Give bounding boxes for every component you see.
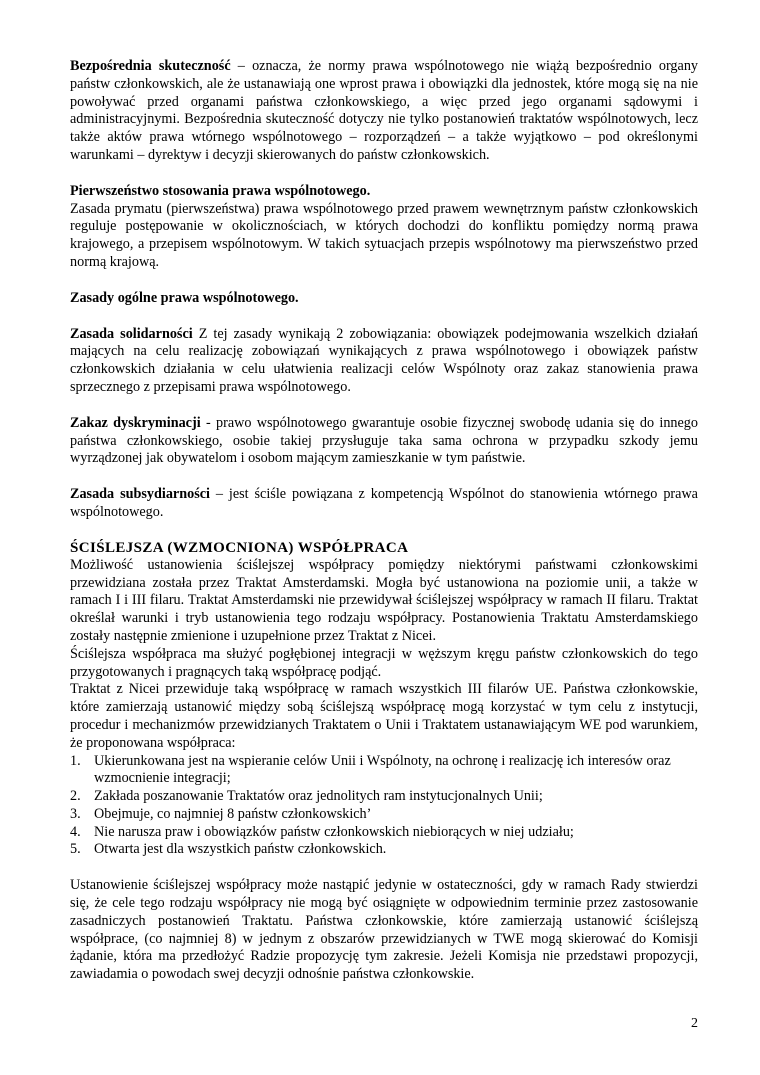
non-discrimination-term: Zakaz dyskryminacji <box>70 414 201 431</box>
page-number: 2 <box>691 1016 698 1031</box>
subsidiarity-text: – jest ściśle powiązana z kompetencją Wspólnot do stanowienia wtórnego prawa wspólnotowego. <box>70 486 698 520</box>
subsidiarity-paragraph <box>70 486 698 522</box>
list-item-text: Nie narusza praw i obowiązków państw członkowskich niebiorących w niej udziału; <box>94 823 574 840</box>
list-item-text: Otwarta jest dla wszystkich państw członkowskich. <box>94 841 387 858</box>
list-item <box>70 824 698 842</box>
conditions-list <box>70 753 698 860</box>
list-item-number: 3. <box>70 805 81 822</box>
solidarity-text: Z tej zasady wynikają 2 zobowiązania: obowiązek podejmowania wszelkich działań mających na celu realizację zobowiązań wynikających z prawa wspólnotowego i obowiązek państw członkowskich działania w celu ułatwienia realizacji celów Wspólnoty oraz zakaz stanowienia prawa sprzecznego z przepisami prawa wspólnotowego. <box>70 325 698 395</box>
non-discrimination-paragraph <box>70 415 698 468</box>
list-item-text: Ukierunkowana jest na wspieranie celów Unii i Wspólnoty, na ochronę i realizację ich interesów oraz wzmocnienie integracji; <box>94 752 671 787</box>
list-item-text: Obejmuje, co najmniej 8 państw członkowskich’ <box>94 805 372 822</box>
list-item <box>70 788 698 806</box>
enhanced-cooperation-heading: ŚCIŚLEJSZA (WZMOCNIONA) WSPÓŁPRACA <box>70 539 409 556</box>
direct-effect-paragraph <box>70 58 698 165</box>
solidarity-term: Zasada solidarności <box>70 325 193 342</box>
enhanced-cooperation-intro-2: Ściślejsza współpraca ma służyć pogłębionej integracji w węższym kręgu państw członkowskich do tego przygotowanych i pragnących taką współpracę podjąć. <box>70 645 698 680</box>
primacy-heading: Pierwszeństwo stosowania prawa wspólnotowego. <box>70 182 371 199</box>
list-item <box>70 806 698 824</box>
list-item <box>70 841 698 859</box>
list-item-number: 2. <box>70 788 81 805</box>
enhanced-cooperation-intro-1: Możliwość ustanowienia ściślejszej współpracy pomiędzy niektórymi państwami członkowskimi przewidziana została przez Traktat Amsterdamski. Mogła być ustanowiona na poziomie unii, a także w ramach I i III filaru. Traktat Amsterdamski nie przewidywał ściślejszej współpracy w ramach II filaru. Traktat określał warunki i tryb ustanowienia tego rodzaju współpracy. Postanowienia Traktatu Amsterdamskiego zostały następnie zmienione i uzupełnione przez Traktat z Nicei. <box>70 556 698 644</box>
solidarity-paragraph <box>70 326 698 397</box>
non-discrimination-text: - prawo wspólnotowego gwarantuje osobie fizycznej swobodę udania się do innego państwa członkowskiego, osobie takiej przysługuje taka sama ochrona w przypadku szkody jemu wyrządzonej jak obywatelom i osobom mającym zamieszkanie w tym państwie. <box>70 414 698 467</box>
list-item <box>70 753 698 789</box>
direct-effect-term: Bezpośrednia skuteczność <box>70 58 231 74</box>
list-item-number: 5. <box>70 841 81 858</box>
enhanced-cooperation-intro-3: Traktat z Nicei przewiduje taką współpracę w ramach wszystkich III filarów UE. Państwa członkowskie, które zamierzają ustanowić między sobą ściślejszą współpracę mogą korzystać w tym celu z instytucji, procedur i mechanizmów przewidzianych Traktatem o Unii i Traktatem ustanawiającym WE pod warunkiem, że proponowana współpraca: <box>70 681 698 751</box>
subsidiarity-term: Zasada subsydiarności <box>70 486 210 503</box>
direct-effect-text: – oznacza, że normy prawa wspólnotowego nie wiążą bezpośrednio organy państw członkowskich, ale że ustanawiają one wprost prawa i obowiązki dla jednostek, które mogą się na nie powoływać przed organami państwa członkowskiego, a więc przed jego organami sądowymi i administracyjnymi. Bezpośrednia skuteczność dotyczy nie tylko postanowień traktatów wspólnotowych, lecz także aktów prawa wtórnego wspólnotowego – rozporządzeń – a także wyjątkowo – pod określonymi warunkami – dyrektyw i decyzji skierowanych do państw członkowskich. <box>70 58 699 163</box>
primacy-text: Zasada prymatu (pierwszeństwa) prawa wspólnotowego przed prawem wewnętrznym państw członkowskich reguluje postępowanie w okolicznościach, w których dochodzi do konfliktu pomiędzy normą prawa krajowego, a przepisem wspólnotowym. W takich sytuacjach przepis wspólnotowy ma pierwszeństwo przed normą krajową. <box>70 200 698 270</box>
enhanced-cooperation-closing: Ustanowienie ściślejszej współpracy może nastąpić jedynie w ostateczności, gdy w ramach Rady stwierdzi się, że cele tego rodzaju współpracy nie mogą być osiągnięte w odpowiednim terminie przez zastosowanie zasadniczych postanowień Traktatu. Państwa członkowskie, które zamierzają ustanowić ściślejszą współprace, (co najmniej 8) w jednym z obszarów przewidzianych w TWE mogą skierować do Komisji żądanie, która ma przedłożyć Radzie propozycję tym zakresie. Jeżeli Komisja nie przedstawi propozycji, zawiadamia o powodach swej decyzji odnośnie państwa członkowskie. <box>70 877 698 983</box>
general-principles-heading: Zasady ogólne prawa wspólnotowego. <box>70 289 299 306</box>
list-item-text: Zakłada poszanowanie Traktatów oraz jednolitych ram instytucjonalnych Unii; <box>94 788 543 805</box>
list-item-number: 4. <box>70 823 81 840</box>
list-item-number: 1. <box>70 752 81 769</box>
